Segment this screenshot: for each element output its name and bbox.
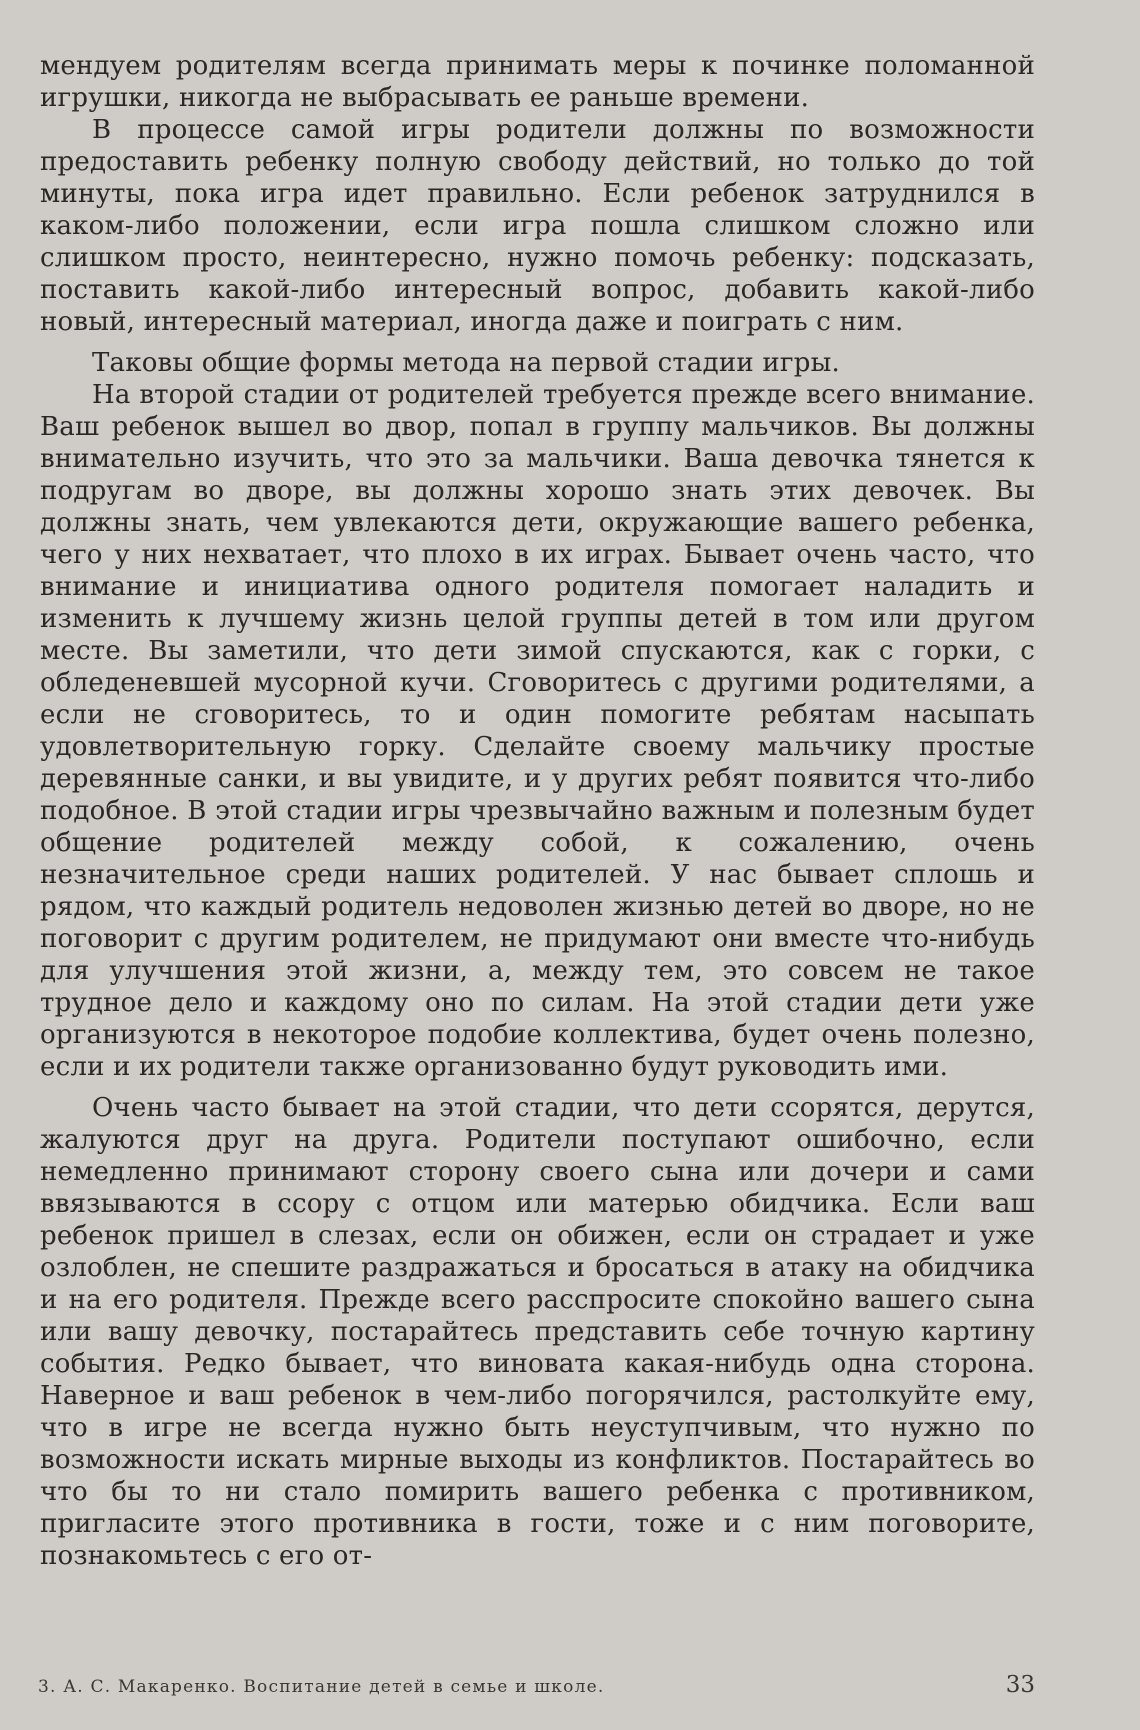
footer-signature: 3. А. С. Макаренко. Воспитание детей в семье и школе. <box>38 1677 605 1697</box>
paragraph-second-stage: На второй стадии от родителей требуется прежде всего внимание. Ваш ребенок вышел во двор, попал в группу мальчиков. Вы должны внимательно изучить, что это за мальчики. Ваша девочка тянется к подругам во дворе, вы должны хорошо знать этих девочек. Вы должны знать, чем увлекаются дети, окружающие вашего ребенка, чего у них нехватает, что плохо в их играх. Бывает очень часто, что внимание и инициатива одного родителя помогает наладить и изменить к лучшему жизнь целой группы детей в том или другом месте. Вы заметили, что дети зимой спускаются, как с горки, с обледеневшей мусорной кучи. Сговоритесь с другими родителями, а если не сговоритесь, то и один помогите ребятам насыпать удовлетворительную горку. Сделайте своему мальчику простые деревянные санки, и вы увидите, и у других ребят появится что-либо подобное. В этой стадии игры чрезвычайно важным и полезным будет общение родителей между собой, к сожалению, очень незначительное среди наших родителей. У нас бывает сплошь и рядом, что каждый родитель недоволен жизнью детей во дворе, но не поговорит с другим родителем, не придумают они вместе что-нибудь для улучшения этой жизни, а, между тем, это совсем не такое трудное дело и каждому оно по силам. На этой стадии дети уже организуются в некоторое подобие коллектива, будет очень полезно, если и их родители также организованно будут руководить ими. <box>40 380 1035 1082</box>
page-number: 33 <box>1005 1672 1035 1698</box>
paragraph-freedom-of-action: В процессе самой игры родители должны по возможности предоставить ребенку полную свободу действий, но только до той минуты, пока игра идет правильно. Если ребенок затруднился в каком-либо положении, если игра пошла слишком сложно или слишком просто, неинтересно, нужно помочь ребенку: подсказать, поставить какой-либо интересный вопрос, добавить какой-либо новый, интересный материал, иногда даже и поиграть с ним. <box>40 115 1035 337</box>
page-footer <box>38 1672 1035 1698</box>
paragraph-quarrels: Очень часто бывает на этой стадии, что дети ссорятся, дерутся, жалуются друг на друга. Родители поступают ошибочно, если немедленно принимают сторону своего сына или дочери и сами ввязываются в ссору с отцом или матерью обидчика. Если ваш ребенок пришел в слезах, если он обижен, если он страдает и уже озлоблен, не спешите раздражаться и бросаться в атаку на обидчика и на его родителя. Прежде всего расспросите спокойно вашего сына или вашу девочку, постарайтесь представить себе точную картину события. Редко бывает, что виновата какая-нибудь одна сторона. Наверное и ваш ребенок в чем-либо погорячился, растолкуйте ему, что в игре не всегда нужно быть неуступчивым, что нужно по возможности искать мирные выходы из конфликтов. Постарайтесь во что бы то ни стало помирить вашего ребенка с противником, пригласите этого противника в гости, тоже и с ним поговорите, познакомьтесь с его от- <box>40 1093 1035 1571</box>
paragraph-first-stage-summary: Таковы общие формы метода на первой стадии игры. <box>92 348 840 378</box>
paragraph-continuation: мендуем родителям всегда принимать меры к починке поломанной игрушки, никогда не выбрасывать ее раньше времени. <box>40 51 1035 113</box>
body-text <box>40 50 1035 1572</box>
